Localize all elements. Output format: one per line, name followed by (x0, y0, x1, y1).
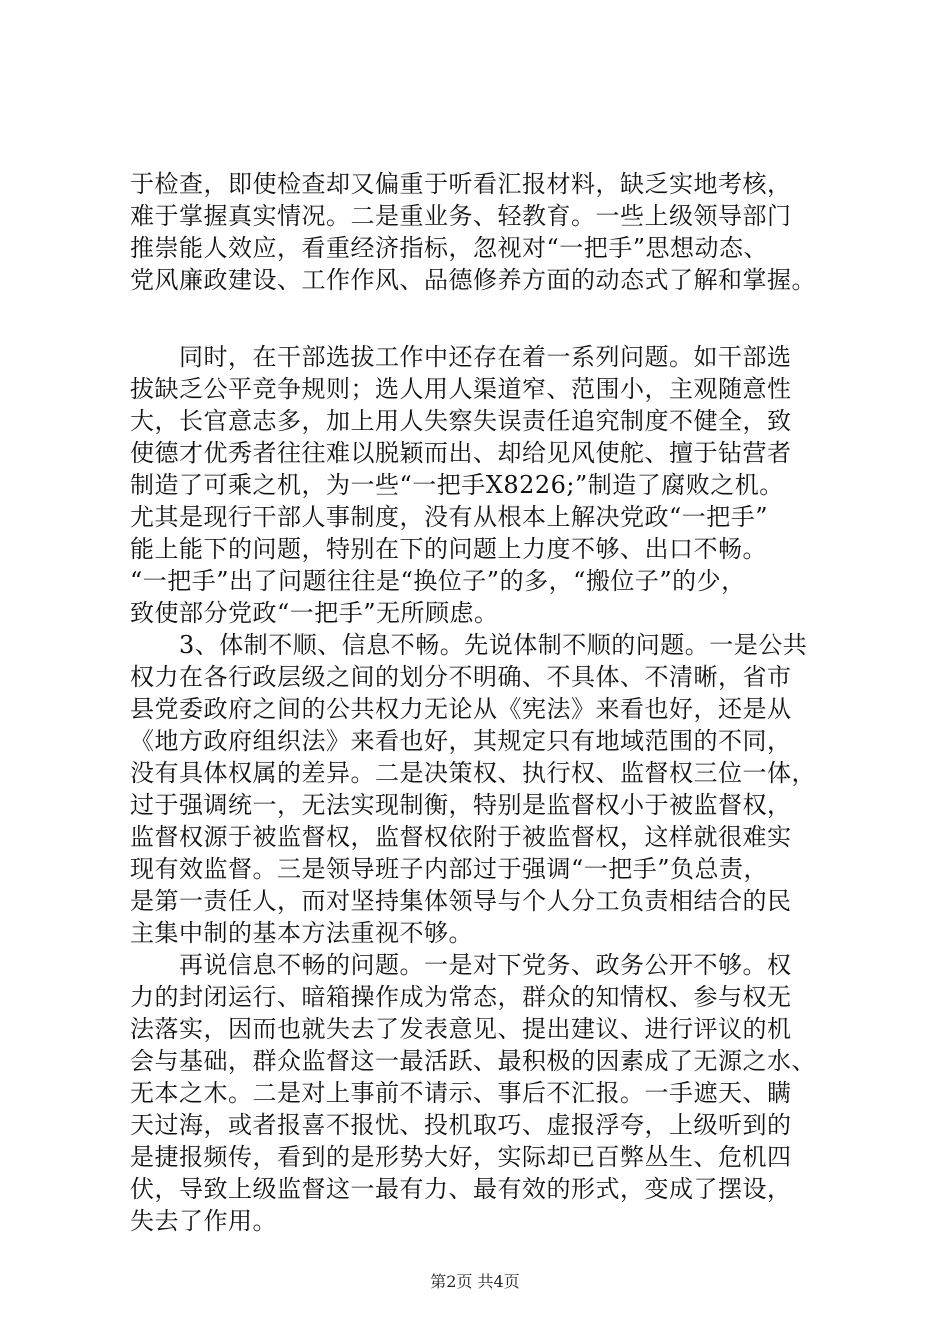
text-line: 现有效监督。三是领导班子内部过于强调“一把手”负总责， (130, 855, 769, 883)
paragraph-1 (130, 168, 850, 296)
text-line: 权力在各行政层级之间的划分不明确、不具体、不清晰，省市 (130, 663, 792, 691)
text-line: 大，长官意志多，加上用人失察失误责任追究制度不健全，致 (130, 407, 792, 435)
text-line: 县党委政府之间的公共权力无论从《宪法》来看也好，还是从 (130, 695, 792, 723)
text-line: 没有具体权属的差异。二是决策权、执行权、监督权三位一体， (130, 759, 816, 787)
text-line: 失去了作用。 (130, 1207, 277, 1235)
text-line: 使德才优秀者往往难以脱颖而出、却给见风使舵、擅于钻营者 (130, 439, 792, 467)
text-line: 同时，在干部选拔工作中还存在着一系列问题。如干部选 (130, 343, 792, 371)
text-line: 主集中制的基本方法重视不够。 (130, 919, 473, 947)
text-line: 《地方政府组织法》来看也好，其规定只有地域范围的不同， (130, 727, 792, 755)
paragraph-2 (130, 341, 850, 629)
text-line: 无本之木。二是对上事前不请示、事后不汇报。一手遮天、瞒 (130, 1079, 792, 1107)
text-line: 党风廉政建设、工作作风、品德修养方面的动态式了解和掌握。 (130, 266, 816, 294)
text-line: 拔缺乏公平竞争规则；选人用人渠道窄、范围小，主观随意性 (130, 375, 792, 403)
text-line: 难于掌握真实情况。二是重业务、轻教育。一些上级领导部门 (130, 202, 792, 230)
document-body (130, 168, 850, 1237)
text-line: 制造了可乘之机，为一些“一把手X8226;”制造了腐败之机。 (130, 471, 784, 499)
page-number-footer: 第2页 共4页 (430, 1272, 520, 1291)
text-line: 力的封闭运行、暗箱操作成为常态，群众的知情权、参与权无 (130, 983, 792, 1011)
text-line: “一把手”出了问题往往是“换位子”的多，“搬位子”的少， (130, 567, 746, 595)
text-line: 是第一责任人，而对坚持集体领导与个人分工负责相结合的民 (130, 887, 792, 915)
paragraph-spacer (130, 296, 850, 341)
text-line: 法落实，因而也就失去了发表意见、提出建议、进行评议的机 (130, 1015, 792, 1043)
paragraph-3 (130, 629, 850, 949)
text-line: 能上能下的问题，特别在下的问题上力度不够、出口不畅。 (130, 535, 767, 563)
text-line: 推崇能人效应，看重经济指标，忽视对“一把手”思想动态、 (130, 234, 769, 262)
text-line: 尤其是现行干部人事制度，没有从根本上解决党政“一把手” (130, 503, 769, 531)
text-line: 天过海，或者报喜不报忧、投机取巧、虚报浮夸，上级听到的 (130, 1111, 792, 1139)
text-line: 伏，导致上级监督这一最有力、最有效的形式，变成了摆设， (130, 1175, 792, 1203)
text-line: 过于强调统一，无法实现制衡，特别是监督权小于被监督权， (130, 791, 792, 819)
text-line: 监督权源于被监督权，监督权依附于被监督权，这样就很难实 (130, 823, 792, 851)
paragraph-4 (130, 949, 850, 1237)
text-line: 会与基础，群众监督这一最活跃、最积极的因素成了无源之水、 (130, 1047, 816, 1075)
text-line: 是捷报频传，看到的是形势大好，实际却已百弊丛生、危机四 (130, 1143, 792, 1171)
text-line: 再说信息不畅的问题。一是对下党务、政务公开不够。权 (130, 951, 792, 979)
text-line: 3、体制不顺、信息不畅。先说体制不顺的问题。一是公共 (130, 631, 808, 659)
text-line: 致使部分党政“一把手”无所顾虑。 (130, 599, 499, 627)
text-line: 于检查，即使检查却又偏重于听看汇报材料，缺乏实地考核， (130, 170, 792, 198)
